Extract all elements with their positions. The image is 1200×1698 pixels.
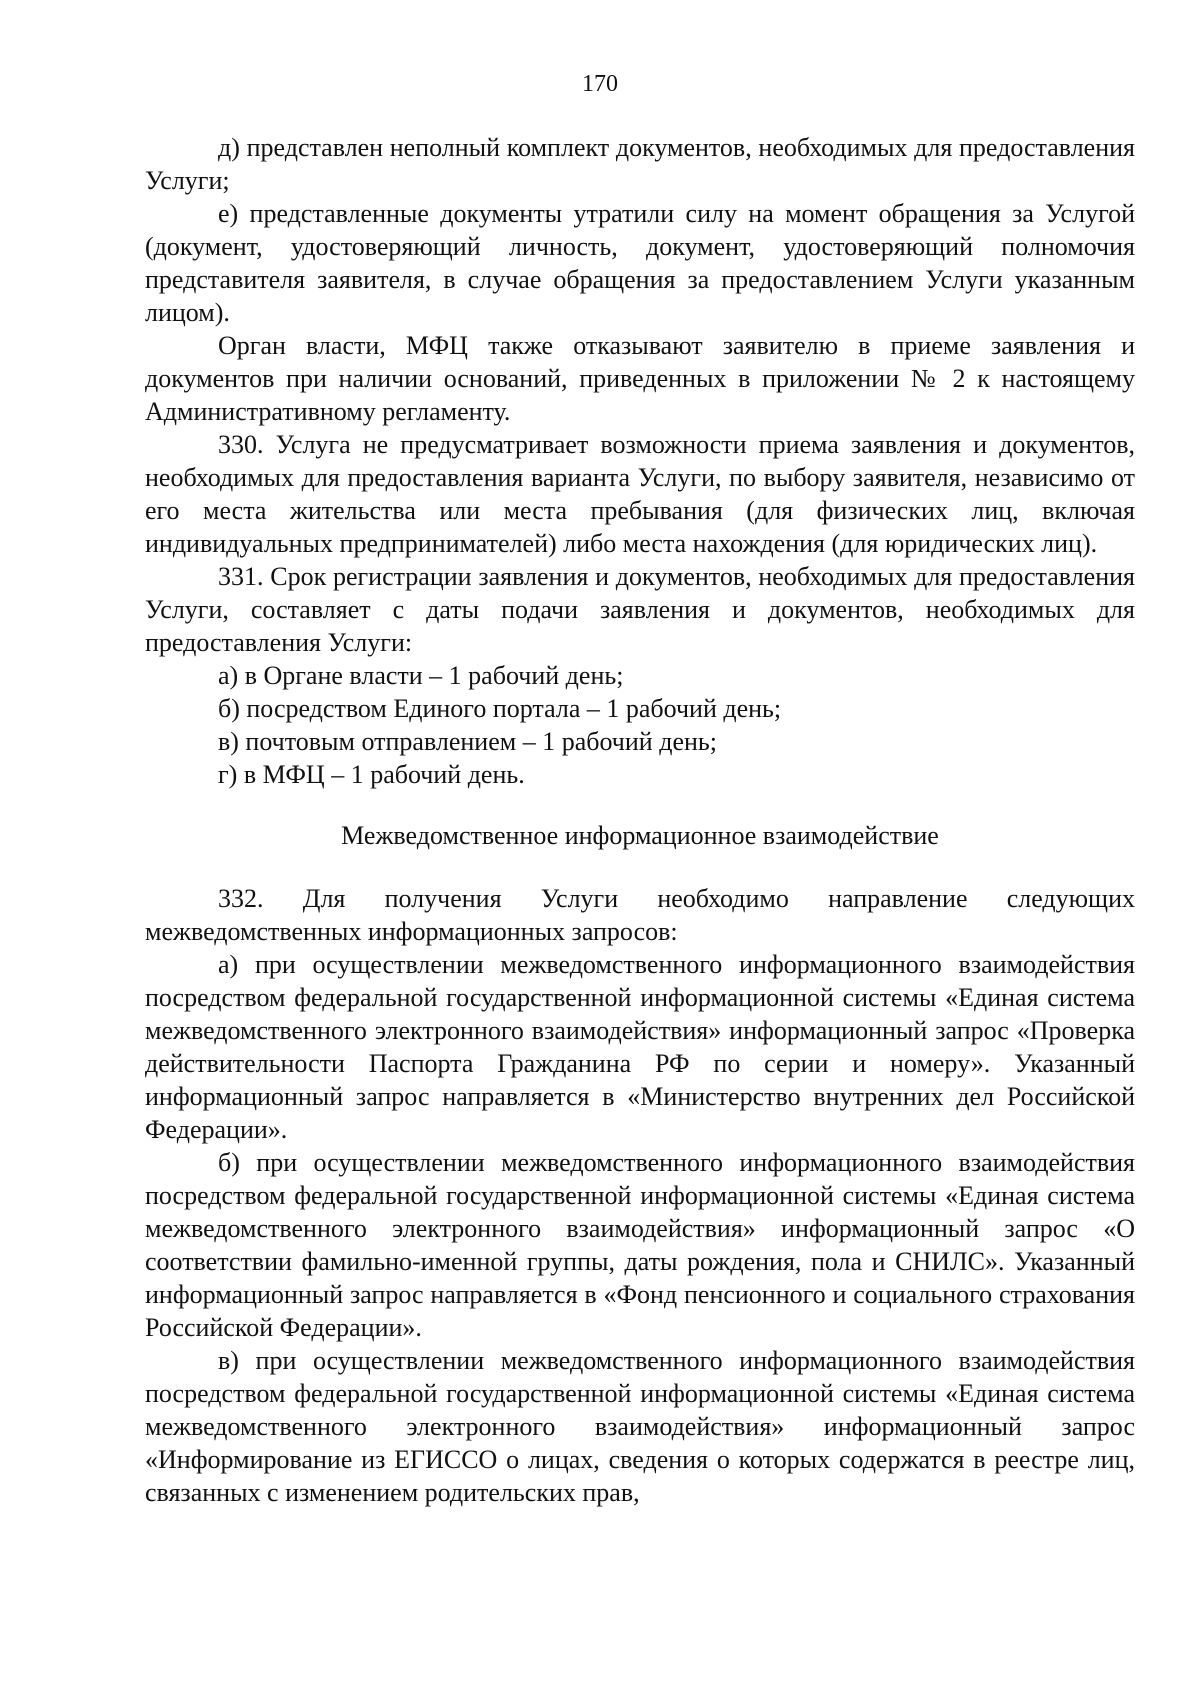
list-item-b: б) посредством Единого портала – 1 рабочий день; (218, 694, 782, 723)
paragraph-331: 331. Срок регистрации заявления и документов, необходимых для предоставления Услуги, составляет с даты подачи заявления и документов, необходимых для предоставления Услуги: (145, 562, 1135, 657)
paragraph-refusal-grounds: Орган власти, МФЦ также отказывают заявителю в приеме заявления и документов при наличии оснований, приведенных в приложении № 2 к настоящему Административному регламенту. (145, 331, 1135, 426)
list-item-a: а) в Органе власти – 1 рабочий день; (218, 661, 624, 690)
list-item-v: в) почтовым отправлением – 1 рабочий день; (218, 727, 717, 756)
paragraph-332: 332. Для получения Услуги необходимо направление следующих межведомственных информационных запросов: (145, 884, 1135, 946)
document-body (145, 131, 1135, 1509)
paragraph-332-b: б) при осуществлении межведомственного информационного взаимодействия посредством федеральной государственной информационной системы «Единая система межведомственного электронного взаимодействия» информационный запрос «О соответствии фамильно-именной группы, даты рождения, пола и СНИЛС». Указанный информационный запрос направляется в «Фонд пенсионного и социального страхования Российской Федерации». (145, 1148, 1135, 1342)
paragraph-332-a: а) при осуществлении межведомственного информационного взаимодействия посредством федеральной государственной информационной системы «Единая система межведомственного электронного взаимодействия» информационный запрос «Проверка действительности Паспорта Гражданина РФ по серии и номеру». Указанный информационный запрос направляется в «Министерство внутренних дел Российской Федерации». (145, 950, 1135, 1144)
section-heading: Межведомственное информационное взаимодействие (341, 821, 939, 850)
list-item-g: г) в МФЦ – 1 рабочий день. (218, 760, 525, 789)
paragraph-d: д) представлен неполный комплект документов, необходимых для предоставления Услуги; (145, 133, 1135, 195)
paragraph-e: е) представленные документы утратили силу на момент обращения за Услугой (документ, удостоверяющий личность, документ, удостоверяющий полномочия представителя заявителя, в случае обращения за предоставлением Услуги указанным лицом). (145, 199, 1135, 327)
paragraph-330: 330. Услуга не предусматривает возможности приема заявления и документов, необходимых для предоставления варианта Услуги, по выбору заявителя, независимо от его места жительства или места пребывания (для физических лиц, включая индивидуальных предпринимателей) либо места нахождения (для юридических лиц). (145, 430, 1135, 558)
page-number: 170 (582, 71, 618, 97)
paragraph-332-v: в) при осуществлении межведомственного информационного взаимодействия посредством федеральной государственной информационной системы «Единая система межведомственного электронного взаимодействия» информационный запрос «Информирование из ЕГИССО о лицах, сведения о которых содержатся в реестре лиц, связанных с изменением родительских прав, (145, 1346, 1135, 1507)
